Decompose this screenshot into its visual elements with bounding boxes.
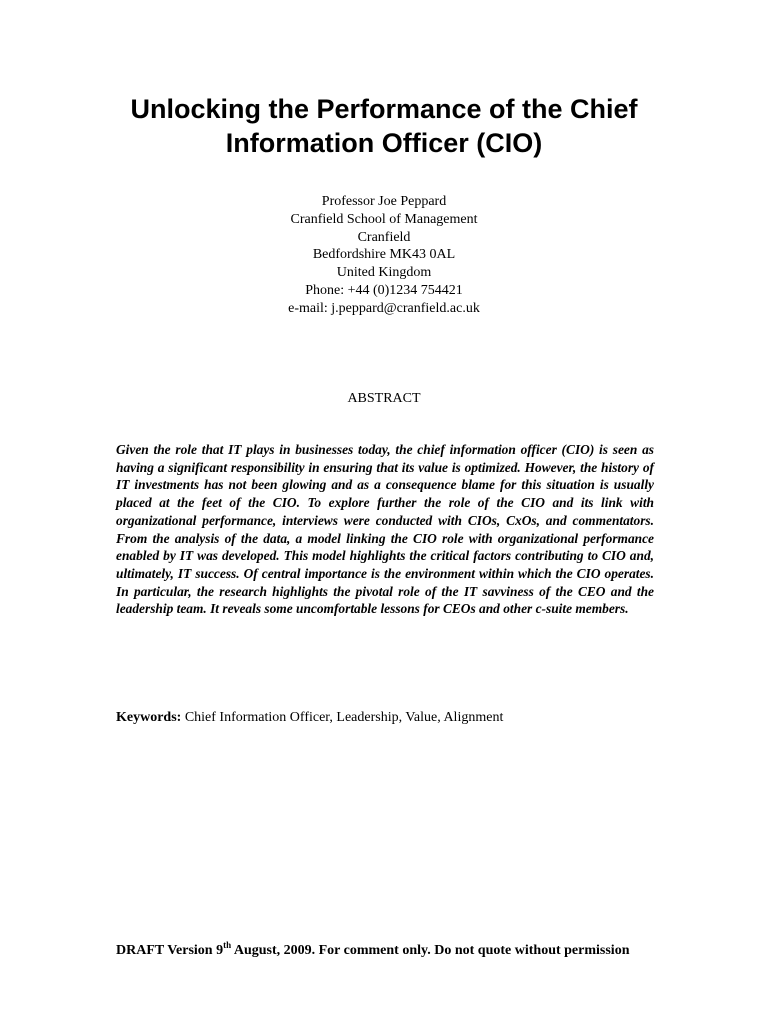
draft-note (116, 941, 656, 960)
paper-title-line-2: Information Officer (CIO) (225, 128, 543, 158)
paper-title-line-1: Unlocking the Performance of the Chief (130, 94, 638, 124)
author-block (84, 193, 684, 318)
author-county-postcode: Bedfordshire MK43 0AL (312, 247, 456, 263)
author-email: e-mail: j.peppard@cranfield.ac.uk (288, 300, 480, 316)
keywords-label: Keywords: (116, 710, 182, 725)
draft-note-superscript: th (223, 940, 232, 950)
keywords-line (116, 709, 676, 727)
author-country: United Kingdom (336, 265, 432, 281)
author-phone: Phone: +44 (0)1234 754421 (305, 282, 463, 298)
abstract-heading: ABSTRACT (347, 391, 421, 406)
author-school: Cranfield School of Management (290, 211, 478, 227)
keywords-value: Chief Information Officer, Leadership, Value, Alignment (184, 710, 504, 725)
draft-note-prefix: DRAFT Version 9 (116, 943, 224, 958)
author-town: Cranfield (357, 229, 411, 245)
paper-title (60, 92, 708, 160)
draft-note-suffix: August, 2009. For comment only. Do not quote without permission (231, 943, 630, 958)
author-name: Professor Joe Peppard (321, 194, 447, 209)
abstract-text: Given the role that IT plays in businesses today, the chief information officer (CIO) is seen as having a significant responsibility in ensuring that its value is optimized. However, the history of IT investments has not been glowing and as a consequence blame for this situation is usually placed at the feet of the CIO. To explore further the role of the CIO and its link with organizational performance, interviews were conducted with CIOs, CxOs, and commentators. From the analysis of the data, a model linking the CIO role with organizational performance enabled by IT was developed. This model highlights the critical factors contributing to CIO and, ultimately, IT success. Of central importance is the environment within which the CIO operates. In particular, the research highlights the pivotal role of the IT savviness of the CEO and the leadership team. It reveals some uncomfortable lessons for CEOs and other c-suite members. (116, 442, 654, 617)
